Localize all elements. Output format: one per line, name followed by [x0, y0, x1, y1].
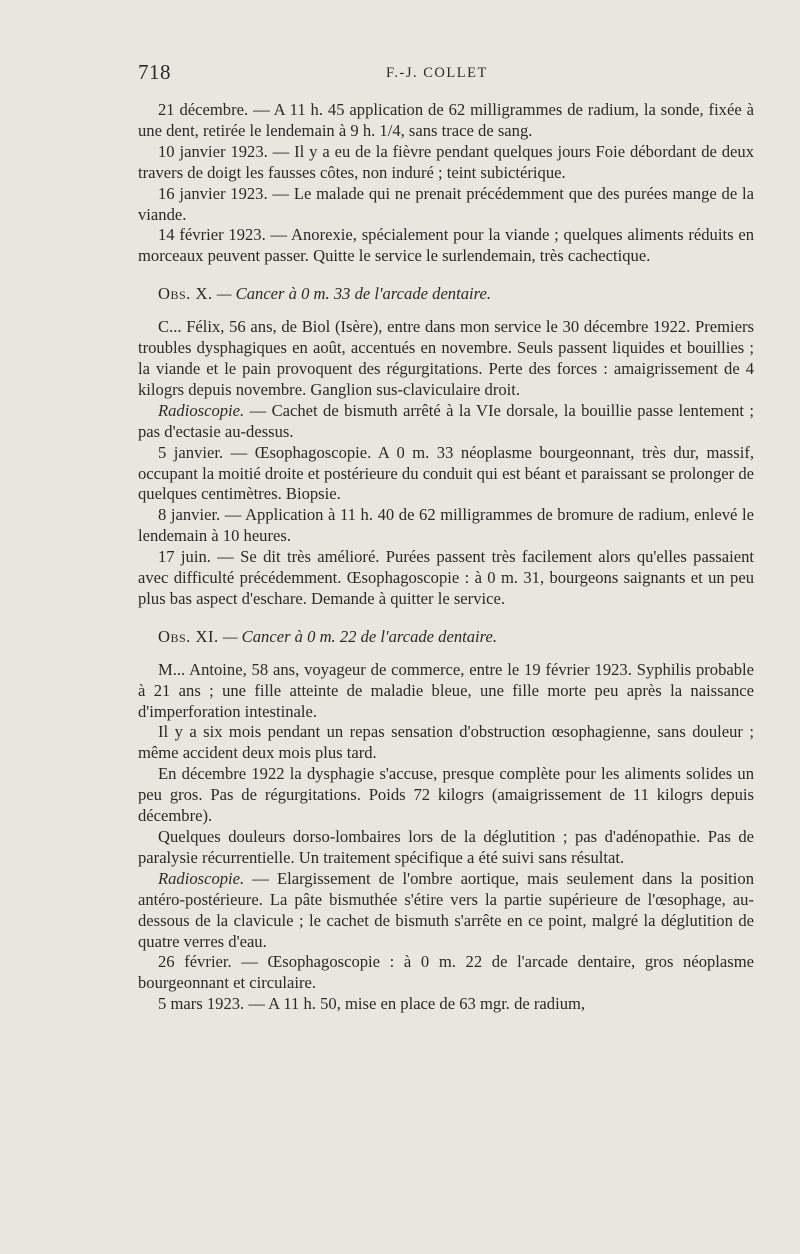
paragraph: Il y a six mois pendant un repas sensation d'obstruction œsophagienne, sans douleur ; même accident deux mois plus tard.: [138, 722, 754, 763]
paragraph: 17 juin. — Se dit très amélioré. Purées passent très facilement alors qu'elles passaient avec difficulté précédemment. Œsophagoscopie : à 0 m. 31, bourgeons saignants et un peu plus bas aspect d'eschare. Demande à quitter le service.: [138, 547, 754, 608]
observation-label: Obs. X.: [158, 284, 213, 304]
observation-label: Obs. XI.: [158, 626, 219, 646]
paragraph: 16 janvier 1923. — Le malade qui ne prenait précédemment que des purées mange de la viande.: [138, 183, 754, 224]
body-text: [138, 100, 754, 1015]
paragraph: [138, 869, 754, 953]
paragraph: 14 février 1923. — Anorexie, spécialement pour la viande ; quelques aliments réduits en morceaux peuvent passer. Quitte le service le surlendemain, très cachectique.: [138, 225, 754, 266]
paragraph: 10 janvier 1923. — Il y a eu de la fièvre pendant quelques jours Foie débordant de deux travers de doigt les fausses côtes, non induré ; teint subictérique.: [138, 141, 754, 182]
italic-lead: Radioscopie.: [158, 868, 245, 888]
paragraph: 8 janvier. — Application à 11 h. 40 de 62 milligrammes de bromure de radium, enlevé le lendemain à 10 heures.: [138, 505, 754, 546]
paragraph: 5 janvier. — Œsophagoscopie. A 0 m. 33 néoplasme bourgeonnant, très dur, massif, occupant la moitié droite et postérieure du conduit qui est béant et paraissant se prolonger de quelques centimètres. Biopsie.: [138, 442, 754, 504]
heading-spacer: [138, 648, 754, 660]
paragraph: 21 décembre. — A 11 h. 45 application de 62 milligrammes de radium, la sonde, fixée à une dent, retirée le lendemain à 9 h. 1/4, sans trace de sang.: [138, 100, 754, 140]
paragraph-text: — Elargissement de l'ombre aortique, mais seulement dans la position antéro-postérieure. La pâte bismuthée s'étire vers la partie supérieure de l'œsophage, au-dessous de la clavicule ; le cachet de bismuth s'arrête en ce point, malgré la déglutition de quatre verres d'eau.: [138, 868, 754, 951]
running-head: F.-J. COLLET: [386, 65, 488, 81]
heading-spacer: [138, 305, 754, 317]
paragraph: M... Antoine, 58 ans, voyageur de commerce, entre le 19 février 1923. Syphilis probable à 21 ans ; une fille atteinte de maladie bleue, une fille morte peu après la naissance d'imperforation intestinale.: [138, 659, 754, 721]
page-number: 718: [138, 60, 171, 84]
paragraph: [138, 401, 754, 443]
paragraph: 5 mars 1923. — A 11 h. 50, mise en place de 63 mgr. de radium,: [158, 994, 586, 1014]
observation-title: — Cancer à 0 m. 33 de l'arcade dentaire.: [216, 284, 491, 304]
italic-lead: Radioscopie.: [158, 400, 245, 420]
paragraph-text: — Cachet de bismuth arrêté à la VIe dorsale, la bouillie passe lentement ; pas d'ectasie au-dessus.: [138, 400, 754, 441]
observation-heading-x: [138, 284, 754, 305]
paragraph: C... Félix, 56 ans, de Biol (Isère), entre dans mon service le 30 décembre 1922. Premiers troubles dysphagiques en août, accentués en novembre. Seuls passent liquides et bouillies ; la viande et le pain provoquent des régurgitations. Perte des forces : amaigrissement de 4 kilogrs depuis novembre. Ganglion sus-claviculaire droit.: [138, 317, 754, 399]
paragraph: 26 février. — Œsophagoscopie : à 0 m. 22 de l'arcade dentaire, gros néoplasme bourgeonnant et circulaire.: [138, 952, 754, 993]
paragraph: Quelques douleurs dorso-lombaires lors de la déglutition ; pas d'adénopathie. Pas de paralysie récurrentielle. Un traitement spécifique a été suivi sans résultat.: [138, 827, 754, 867]
observation-heading-xi: [138, 627, 754, 648]
page-header: [138, 60, 754, 88]
paragraph: En décembre 1922 la dysphagie s'accuse, presque complète pour les aliments solides un peu gros. Pas de régurgitations. Poids 72 kilogrs (amaigrissement de 11 kilogrs depuis décembre).: [138, 764, 754, 826]
observation-title: — Cancer à 0 m. 22 de l'arcade dentaire.: [222, 626, 498, 646]
section-spacer: [138, 267, 754, 284]
section-spacer: [138, 610, 754, 627]
